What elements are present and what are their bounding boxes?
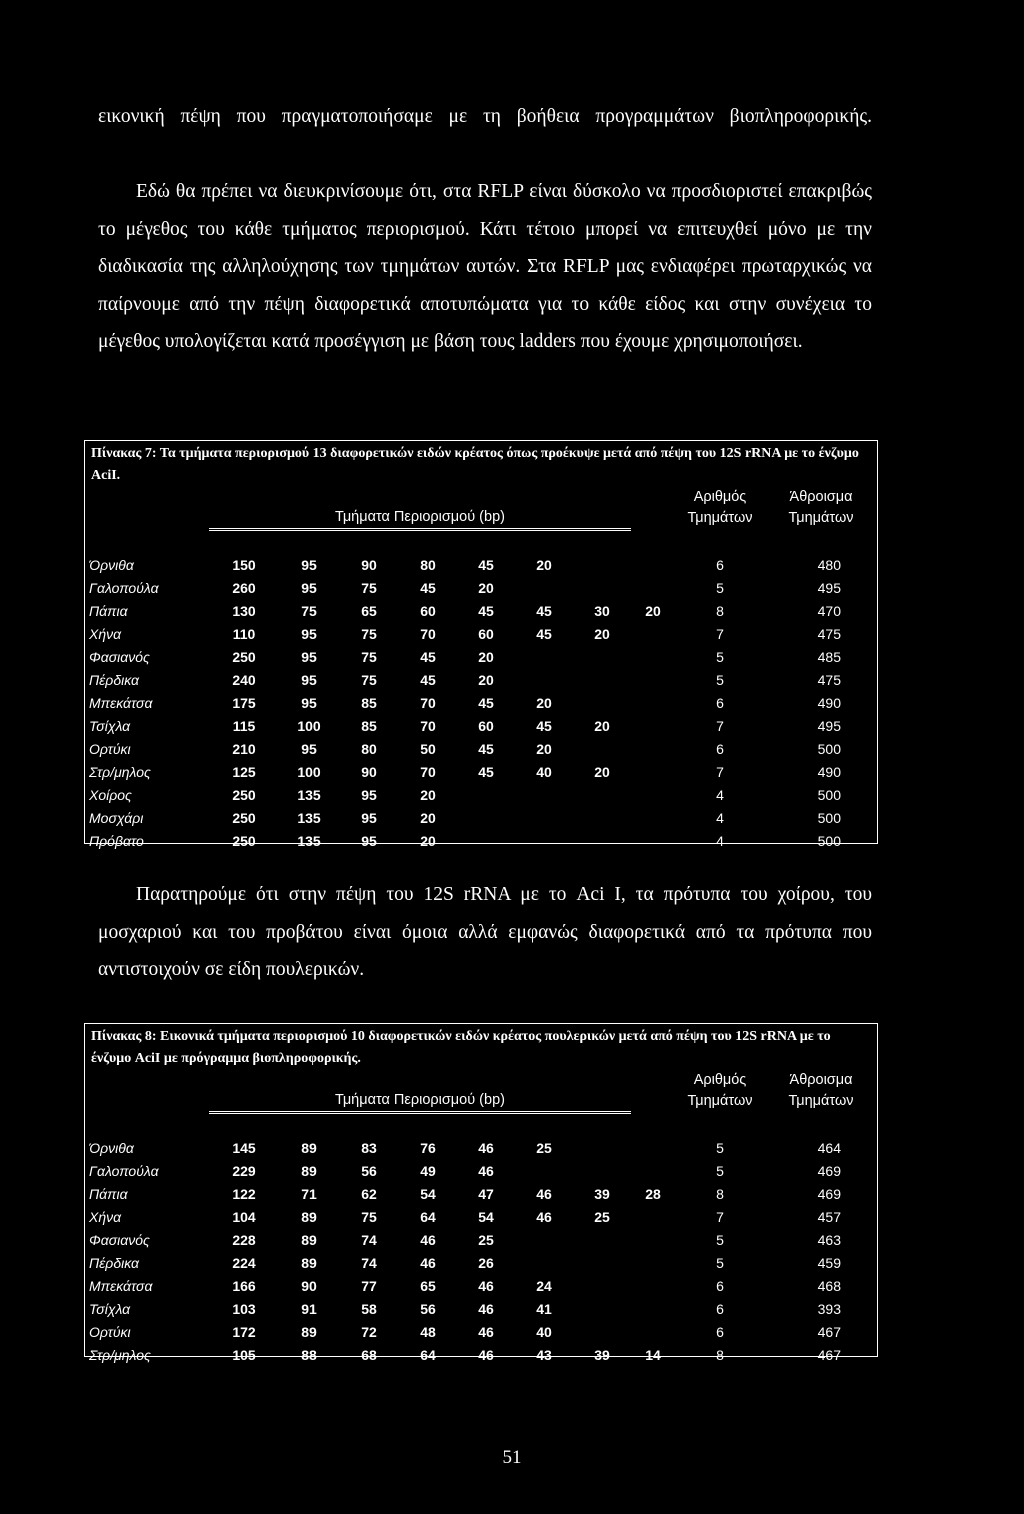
species-cell: Μπεκάτσα	[89, 1278, 153, 1294]
fragment-cell: 89	[301, 1232, 317, 1248]
fragment-cell	[573, 807, 631, 830]
fragment-cell: 41	[536, 1301, 552, 1317]
fragment-cell: 20	[420, 810, 436, 826]
fragment-cell	[573, 1298, 631, 1321]
fragment-cell: 70	[420, 718, 436, 734]
fragment-cell: 130	[232, 603, 256, 619]
fragment-cell: 85	[361, 695, 377, 711]
table-7-body	[85, 554, 877, 853]
table-7-grid	[85, 487, 877, 853]
fragment-cell: 46	[478, 1278, 494, 1294]
table-7-header	[85, 487, 877, 554]
fragment-cell: 95	[361, 833, 377, 849]
fragment-cell: 104	[232, 1209, 256, 1225]
fragment-sum-cell: 467	[817, 1324, 841, 1340]
fragment-sum-cell: 469	[817, 1163, 841, 1179]
fragment-cell: 72	[361, 1324, 377, 1340]
fragment-cell: 75	[361, 1209, 377, 1225]
species-cell: Πάπια	[89, 1186, 128, 1202]
page-number: 51	[502, 1447, 522, 1468]
fragment-cell: 175	[232, 695, 256, 711]
fragment-cell: 70	[420, 695, 436, 711]
fragment-cell: 76	[420, 1140, 436, 1156]
table-row	[85, 738, 877, 761]
fragment-cell	[573, 1321, 631, 1344]
species-cell: Πέρδικα	[89, 1255, 140, 1271]
fragment-sum-cell: 470	[817, 603, 841, 619]
fragment-cell: 95	[361, 810, 377, 826]
fragment-cell: 24	[536, 1278, 552, 1294]
fragment-cell: 95	[361, 787, 377, 803]
fragment-cell: 90	[361, 764, 377, 780]
table-row	[85, 1183, 877, 1206]
fragment-cell: 20	[478, 672, 494, 688]
table-row	[85, 554, 877, 577]
fragment-cell: 45	[536, 626, 552, 642]
fragment-cell: 20	[478, 580, 494, 596]
fragment-cell: 46	[536, 1186, 552, 1202]
fragment-cell: 89	[301, 1324, 317, 1340]
species-cell: Γαλοπούλα	[89, 1163, 159, 1179]
fragment-cell: 26	[478, 1255, 494, 1271]
species-cell: Χήνα	[89, 1209, 122, 1225]
fragment-cell	[631, 715, 675, 738]
table-row	[85, 1298, 877, 1321]
fragment-cell: 250	[232, 833, 256, 849]
fragment-count-cell: 4	[716, 810, 724, 826]
fragment-cell: 46	[536, 1209, 552, 1225]
fragment-sum-cell: 500	[817, 741, 841, 757]
table-row	[85, 646, 877, 669]
fragment-cell: 85	[361, 718, 377, 734]
fragment-cell	[573, 692, 631, 715]
fragment-cell	[631, 1206, 675, 1229]
table-8-caption: Πίνακας 8: Εικονικά τμήματα περιορισμού 10 διαφορετικών ειδών κρέατος πουλερικών μετά από πέψη του 12S rRNA με το ένζυμο AciI με πρόγραμμα βιοπληροφορικής.	[91, 1029, 831, 1066]
fragment-cell: 58	[361, 1301, 377, 1317]
fragment-sum-cell: 457	[817, 1209, 841, 1225]
fragment-cell	[515, 577, 573, 600]
fragment-cell: 20	[420, 787, 436, 803]
fragment-cell: 45	[536, 603, 552, 619]
table-8-count-header: Αριθμός Τμημάτων	[687, 1072, 753, 1109]
fragment-cell: 75	[361, 672, 377, 688]
fragment-cell: 95	[301, 557, 317, 573]
fragment-cell: 56	[361, 1163, 377, 1179]
fragment-cell: 250	[232, 649, 256, 665]
fragment-count-cell: 5	[716, 1255, 724, 1271]
fragment-cell	[573, 830, 631, 853]
fragment-cell: 54	[478, 1209, 494, 1225]
fragment-cell	[631, 669, 675, 692]
table-7-sum-header: Άθροισμα Τμημάτων	[788, 489, 854, 526]
fragment-cell: 45	[478, 557, 494, 573]
fragment-cell	[631, 1252, 675, 1275]
fragment-cell	[515, 1252, 573, 1275]
fragment-cell: 25	[478, 1232, 494, 1248]
fragment-cell: 65	[361, 603, 377, 619]
fragment-sum-cell: 464	[817, 1140, 841, 1156]
fragment-cell: 103	[232, 1301, 256, 1317]
table-8-header	[85, 1070, 877, 1137]
fragment-cell	[573, 669, 631, 692]
fragment-cell: 135	[297, 787, 321, 803]
fragment-cell: 240	[232, 672, 256, 688]
fragment-cell: 20	[594, 764, 610, 780]
table-row	[85, 600, 877, 623]
fragment-cell: 228	[232, 1232, 256, 1248]
fragment-cell: 46	[420, 1232, 436, 1248]
fragment-count-cell: 7	[716, 718, 724, 734]
fragment-cell	[573, 738, 631, 761]
table-row	[85, 692, 877, 715]
fragment-cell: 40	[536, 764, 552, 780]
fragment-cell: 70	[420, 764, 436, 780]
fragment-cell: 95	[301, 672, 317, 688]
fragment-cell: 48	[420, 1324, 436, 1340]
table-row	[85, 669, 877, 692]
table-row	[85, 1344, 877, 1367]
fragment-cell: 95	[301, 741, 317, 757]
fragment-cell: 50	[420, 741, 436, 757]
fragment-cell: 20	[536, 741, 552, 757]
fragment-cell: 100	[297, 764, 321, 780]
fragment-cell: 28	[645, 1186, 661, 1202]
fragment-cell: 100	[297, 718, 321, 734]
fragment-sum-cell: 490	[817, 695, 841, 711]
fragment-sum-cell: 467	[817, 1347, 841, 1363]
species-cell: Γαλοπούλα	[89, 580, 159, 596]
table-row	[85, 1229, 877, 1252]
fragment-cell: 80	[361, 741, 377, 757]
fragment-sum-cell: 463	[817, 1232, 841, 1248]
fragment-cell: 166	[232, 1278, 256, 1294]
fragment-cell: 150	[232, 557, 256, 573]
fragment-cell: 95	[301, 626, 317, 642]
fragment-cell: 115	[232, 718, 256, 734]
fragment-cell: 105	[232, 1347, 256, 1363]
fragment-cell: 224	[232, 1255, 256, 1271]
table-8-sum-header: Άθροισμα Τμημάτων	[788, 1072, 854, 1109]
table-row	[85, 1137, 877, 1160]
fragment-cell: 30	[594, 603, 610, 619]
species-cell: Τσίχλα	[89, 1301, 131, 1317]
fragment-cell: 74	[361, 1255, 377, 1271]
fragment-cell: 90	[301, 1278, 317, 1294]
fragment-count-cell: 6	[716, 1278, 724, 1294]
fragment-count-cell: 5	[716, 649, 724, 665]
fragment-count-cell: 5	[716, 580, 724, 596]
fragment-cell: 60	[478, 718, 494, 734]
table-7-fragments-header: Τμήματα Περιορισμού (bp)	[335, 508, 505, 525]
species-cell: Χοίρος	[89, 787, 132, 803]
fragment-cell: 46	[420, 1255, 436, 1271]
fragment-cell: 70	[420, 626, 436, 642]
fragment-sum-cell: 468	[817, 1278, 841, 1294]
fragment-cell: 40	[536, 1324, 552, 1340]
intro-paragraph-2: Εδώ θα πρέπει να διευκρινίσουμε ότι, στα RFLP είναι δύσκολο να προσδιοριστεί επακριβώς το μέγεθος του κάθε τμήματος περιορισμού. Κάτι τέτοιο μπορεί να επιτευχθεί μόνο με την διαδικασία της αλληλούχησης των τμημάτων αυτών. Στα RFLP μας ενδιαφέρει πρωταρχικώς να παίρνουμε από την πέψη διαφορετικά αποτυπώματα για το κάθε είδος και στην συνέχεια το μέγεθος υπολογίζεται κατά προσέγγιση με βάση τους ladders που έχουμε χρησιμοποιήσει.	[98, 181, 872, 352]
fragment-cell: 229	[232, 1163, 256, 1179]
species-cell: Πέρδικα	[89, 672, 140, 688]
fragment-cell: 135	[297, 833, 321, 849]
fragment-cell	[631, 1229, 675, 1252]
fragment-count-cell: 7	[716, 764, 724, 780]
fragment-cell: 20	[536, 695, 552, 711]
fragment-cell: 39	[594, 1347, 610, 1363]
fragment-count-cell: 8	[716, 1347, 724, 1363]
fragment-cell	[573, 1160, 631, 1183]
fragment-cell	[573, 784, 631, 807]
species-cell: Μοσχάρι	[89, 810, 144, 826]
fragment-cell	[631, 784, 675, 807]
fragment-sum-cell: 490	[817, 764, 841, 780]
fragment-cell: 45	[536, 718, 552, 734]
table-row	[85, 1252, 877, 1275]
fragment-sum-cell: 485	[817, 649, 841, 665]
fragment-cell: 110	[232, 626, 256, 642]
fragment-sum-cell: 469	[817, 1186, 841, 1202]
fragment-cell	[631, 1321, 675, 1344]
fragment-cell: 46	[478, 1140, 494, 1156]
fragment-cell	[631, 1298, 675, 1321]
table-8	[84, 1023, 878, 1363]
fragment-cell	[573, 1252, 631, 1275]
fragment-sum-cell: 495	[817, 580, 841, 596]
fragment-cell: 25	[594, 1209, 610, 1225]
fragment-cell: 56	[420, 1301, 436, 1317]
fragment-count-cell: 6	[716, 1301, 724, 1317]
fragment-cell	[457, 807, 515, 830]
fragment-cell	[631, 554, 675, 577]
species-cell: Ορτύκι	[89, 1324, 131, 1340]
species-cell: Στρ/μηλος	[89, 764, 151, 780]
fragment-cell: 250	[232, 810, 256, 826]
species-cell: Πρόβατο	[89, 833, 144, 849]
table-7-count-header: Αριθμός Τμημάτων	[687, 489, 753, 526]
fragment-cell	[515, 669, 573, 692]
middle-paragraph: Παρατηρούμε ότι στην πέψη του 12S rRNA με το Aci I, τα πρότυπα του χοίρου, του μοσχαριού και του προβάτου είναι όμοια αλλά εμφανώς διαφορετικά από τα πρότυπα που αντιστοιχούν σε είδη πουλερικών.	[98, 884, 872, 980]
fragment-cell: 65	[420, 1278, 436, 1294]
fragment-cell: 45	[478, 764, 494, 780]
fragment-cell: 45	[478, 741, 494, 757]
fragment-cell: 45	[420, 649, 436, 665]
fragment-cell: 145	[232, 1140, 256, 1156]
fragment-cell: 45	[478, 695, 494, 711]
fragment-count-cell: 5	[716, 1232, 724, 1248]
fragment-cell: 95	[301, 649, 317, 665]
fragment-cell: 122	[232, 1186, 256, 1202]
fragment-cell: 91	[301, 1301, 317, 1317]
fragment-cell: 20	[420, 833, 436, 849]
fragment-count-cell: 7	[716, 1209, 724, 1225]
table-row	[85, 784, 877, 807]
fragment-cell	[515, 830, 573, 853]
fragment-sum-cell: 500	[817, 833, 841, 849]
fragment-cell	[631, 577, 675, 600]
fragment-count-cell: 5	[716, 1140, 724, 1156]
fragment-cell: 68	[361, 1347, 377, 1363]
fragment-cell: 89	[301, 1140, 317, 1156]
fragment-cell: 135	[297, 810, 321, 826]
fragment-sum-cell: 480	[817, 557, 841, 573]
table-row	[85, 1275, 877, 1298]
fragment-cell	[515, 807, 573, 830]
fragment-cell	[515, 784, 573, 807]
fragment-cell: 49	[420, 1163, 436, 1179]
fragment-cell: 46	[478, 1163, 494, 1179]
fragment-cell: 20	[645, 603, 661, 619]
fragment-sum-cell: 459	[817, 1255, 841, 1271]
fragment-cell: 60	[478, 626, 494, 642]
fragment-cell	[631, 623, 675, 646]
table-7-caption: Πίνακας 7: Τα τμήματα περιορισμού 13 διαφορετικών ειδών κρέατος όπως προέκυψε μετά από πέψη του 12S rRNA με το ένζυμο AciI.	[91, 446, 859, 483]
table-8-body	[85, 1137, 877, 1367]
table-row	[85, 1321, 877, 1344]
fragment-sum-cell: 393	[817, 1301, 841, 1317]
fragment-cell: 260	[232, 580, 256, 596]
fragment-cell	[631, 1137, 675, 1160]
fragment-cell: 39	[594, 1186, 610, 1202]
fragment-cell: 71	[301, 1186, 317, 1202]
species-cell: Στρ/μηλος	[89, 1347, 151, 1363]
fragment-cell: 47	[478, 1186, 494, 1202]
fragment-cell: 64	[420, 1209, 436, 1225]
fragment-count-cell: 5	[716, 1163, 724, 1179]
fragment-count-cell: 4	[716, 787, 724, 803]
fragment-cell	[631, 1160, 675, 1183]
fragment-cell: 20	[478, 649, 494, 665]
fragment-cell: 77	[361, 1278, 377, 1294]
fragment-cell: 89	[301, 1255, 317, 1271]
fragment-cell	[515, 1229, 573, 1252]
fragment-cell	[631, 807, 675, 830]
fragment-count-cell: 4	[716, 833, 724, 849]
fragment-cell: 89	[301, 1209, 317, 1225]
fragment-cell	[515, 1160, 573, 1183]
fragment-cell	[631, 646, 675, 669]
fragment-cell: 74	[361, 1232, 377, 1248]
table-row	[85, 1160, 877, 1183]
fragment-cell: 172	[232, 1324, 256, 1340]
fragment-cell: 54	[420, 1186, 436, 1202]
fragment-cell: 14	[645, 1347, 661, 1363]
fragment-cell: 75	[361, 649, 377, 665]
fragment-cell	[573, 577, 631, 600]
fragment-cell: 75	[301, 603, 317, 619]
fragment-count-cell: 8	[716, 603, 724, 619]
fragment-cell	[631, 830, 675, 853]
species-cell: Φασιανός	[89, 1232, 150, 1248]
fragment-cell: 125	[232, 764, 256, 780]
table-7	[84, 440, 878, 849]
fragment-cell: 75	[361, 626, 377, 642]
fragment-cell: 95	[301, 580, 317, 596]
fragment-cell: 83	[361, 1140, 377, 1156]
fragment-cell: 20	[594, 626, 610, 642]
fragment-count-cell: 8	[716, 1186, 724, 1202]
table-row	[85, 1206, 877, 1229]
fragment-cell	[515, 646, 573, 669]
fragment-cell: 45	[478, 603, 494, 619]
fragment-cell: 88	[301, 1347, 317, 1363]
species-cell: Μπεκάτσα	[89, 695, 153, 711]
fragment-cell: 46	[478, 1347, 494, 1363]
fragment-count-cell: 6	[716, 557, 724, 573]
table-8-fragments-header: Τμήματα Περιορισμού (bp)	[335, 1091, 505, 1108]
fragment-cell: 46	[478, 1301, 494, 1317]
fragment-cell	[631, 761, 675, 784]
fragment-sum-cell: 500	[817, 787, 841, 803]
table-row	[85, 577, 877, 600]
fragment-cell	[631, 1275, 675, 1298]
fragment-cell	[631, 692, 675, 715]
fragment-count-cell: 5	[716, 672, 724, 688]
fragment-cell: 43	[536, 1347, 552, 1363]
fragment-count-cell: 6	[716, 1324, 724, 1340]
intro-paragraph-1: εικονική πέψη που πραγματοποιήσαμε με τη βοήθεια προγραμμάτων βιοπληροφορικής.	[98, 106, 872, 127]
fragment-cell	[573, 646, 631, 669]
fragment-cell: 64	[420, 1347, 436, 1363]
species-cell: Πάπια	[89, 603, 128, 619]
table-row	[85, 715, 877, 738]
fragment-cell: 95	[301, 695, 317, 711]
species-cell: Όρνιθα	[89, 1140, 134, 1156]
fragment-cell: 250	[232, 787, 256, 803]
fragment-cell: 75	[361, 580, 377, 596]
table-row	[85, 830, 877, 853]
fragment-cell	[457, 830, 515, 853]
fragment-cell: 60	[420, 603, 436, 619]
species-cell: Χήνα	[89, 626, 122, 642]
fragment-cell	[573, 1275, 631, 1298]
species-cell: Ορτύκι	[89, 741, 131, 757]
fragment-sum-cell: 475	[817, 672, 841, 688]
fragment-cell	[457, 784, 515, 807]
fragment-cell: 45	[420, 580, 436, 596]
table-8-grid	[85, 1070, 877, 1367]
fragment-sum-cell: 500	[817, 810, 841, 826]
fragment-cell: 46	[478, 1324, 494, 1340]
fragment-count-cell: 6	[716, 741, 724, 757]
species-cell: Τσίχλα	[89, 718, 131, 734]
fragment-cell: 210	[232, 741, 256, 757]
species-cell: Φασιανός	[89, 649, 150, 665]
table-row	[85, 623, 877, 646]
fragment-cell: 90	[361, 557, 377, 573]
fragment-count-cell: 7	[716, 626, 724, 642]
table-row	[85, 807, 877, 830]
fragment-cell	[631, 738, 675, 761]
fragment-cell	[573, 554, 631, 577]
fragment-cell: 25	[536, 1140, 552, 1156]
fragment-cell: 20	[536, 557, 552, 573]
fragment-cell: 62	[361, 1186, 377, 1202]
table-row	[85, 761, 877, 784]
fragment-cell: 80	[420, 557, 436, 573]
fragment-sum-cell: 495	[817, 718, 841, 734]
fragment-count-cell: 6	[716, 695, 724, 711]
fragment-cell: 45	[420, 672, 436, 688]
fragment-cell: 89	[301, 1163, 317, 1179]
fragment-cell: 20	[594, 718, 610, 734]
species-cell: Όρνιθα	[89, 557, 134, 573]
fragment-cell	[573, 1137, 631, 1160]
fragment-cell	[573, 1229, 631, 1252]
fragment-sum-cell: 475	[817, 626, 841, 642]
